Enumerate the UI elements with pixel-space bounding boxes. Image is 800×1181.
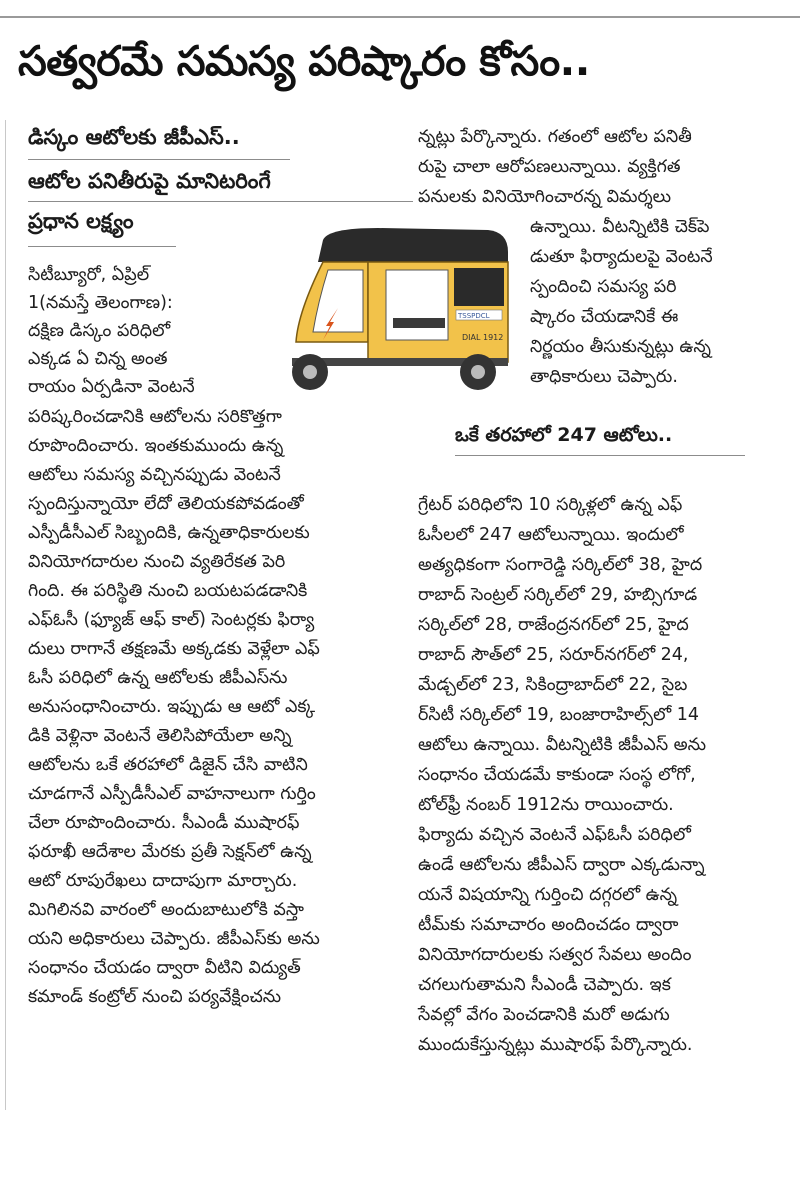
- right-line: ఉండే ఆటోలను జీపీఎస్ ద్వారా ఎక్కడున్నా: [418, 855, 705, 875]
- right-line: సేవల్లో వేగం పెంచడానికి మరో అడుగు: [418, 1005, 670, 1025]
- right-narrow-line: ఉన్నాయి. వీటన్నిటికి చెక్‌పె: [530, 217, 710, 237]
- top-rule: [0, 16, 800, 18]
- subhead-1-rule: [28, 159, 290, 160]
- left-line: పరిష్కరించడానికి ఆటోలను సరికొత్తగా: [28, 407, 282, 427]
- subhead-3: ప్రధాన లక్ష్యం: [28, 209, 134, 233]
- left-short-line: 1(నమస్తే తెలంగాణ):: [28, 293, 173, 313]
- right-narrow-line: ష్కారం చేయడానికే ఈ: [530, 307, 679, 327]
- right-line: ఆటోలు ఉన్నాయి. వీటన్నిటికి జీపీఎస్ అను: [418, 735, 707, 755]
- left-line: ఆటో రూపురేఖలు దాదాపుగా మార్చారు.: [28, 871, 298, 891]
- left-line: సంధానం చేయడం ద్వారా వీటిని విద్యుత్: [28, 958, 301, 978]
- left-line: గింది. ఈ పరిస్థితి నుంచి బయటపడడానికి: [28, 581, 308, 601]
- left-line: చూడగానే ఎస్పీడీసీఎల్ వాహనాలుగా గుర్తిం: [28, 784, 316, 804]
- left-line: డికి వెళ్లినా వెంటనే తెలిసిపోయేలా అన్ని: [28, 726, 292, 746]
- right-line: గ్రేటర్ పరిధిలోని 10 సర్కిళ్లలో ఉన్న ఎఫ్: [418, 495, 683, 515]
- left-line: యని అధికారులు చెప్పారు. జీపీఎస్‌కు అను: [28, 929, 320, 949]
- left-line: మిగిలినవి వారంలో అందుబాటులోకి వస్తా: [28, 900, 304, 920]
- left-line: ఓసీ పరిధిలో ఉన్న ఆటోలకు జీపీఎస్‌ను: [28, 668, 288, 688]
- right-line: యనే విషయాన్ని గుర్తించి దగ్గరలో ఉన్న: [418, 885, 678, 905]
- left-short-line: ఎక్కడ ఏ చిన్న అంత: [28, 349, 168, 369]
- auto-roof: [318, 228, 508, 262]
- left-line: స్పందిస్తున్నాయో లేదో తెలియకపోవడంతో: [28, 494, 304, 514]
- right-subhead-rule: [455, 455, 745, 456]
- left-line: ఆటోలను ఒకే తరహాలో డిజైన్ చేసి వాటిని: [28, 755, 308, 775]
- right-line: మేడ్చల్‌లో 23, సికింద్రాబాద్‌లో 22, సైబ: [418, 675, 688, 695]
- headline: సత్వరమే సమస్య పరిష్కారం కోసం..: [18, 37, 590, 85]
- subhead-3-rule: [28, 246, 176, 247]
- plate-top: TSSPDCL: [458, 312, 490, 320]
- left-line: కమాండ్ కంట్రోల్ నుంచి పర్యవేక్షించను: [28, 987, 282, 1007]
- right-line: వినియోగదారులకు సత్వర సేవలు అందిం: [418, 945, 692, 965]
- subhead-2-rule: [28, 201, 413, 202]
- left-line: అనుసంధానించారు. ఇప్పుడు ఆ ఆటో ఎక్క: [28, 697, 316, 717]
- right-line: చగలుగుతామని సీఎండీ చెప్పారు. ఇక: [418, 975, 671, 995]
- subhead-1: డిస్కం ఆటోలకు జీపీఎస్..: [28, 125, 240, 149]
- right-line: ముందుకేస్తున్నట్లు ముషారఫ్ పేర్కొన్నారు.: [418, 1035, 693, 1055]
- right-line: సర్కిల్‌లో 28, రాజేంద్రనగర్‌లో 25, హైద: [418, 615, 689, 635]
- right-narrow-line: నిర్ణయం తీసుకున్నట్లు ఉన్న: [530, 337, 711, 357]
- right-line: అత్యధికంగా సంగారెడ్డి సర్కిల్‌లో 38, హైద: [418, 555, 703, 575]
- right-top-line: పనులకు వినియోగించారన్న విమర్శలు: [418, 187, 672, 207]
- left-line: ఎస్పీడీసీఎల్ సిబ్బందికి, ఉన్నతాధికారులకు: [28, 523, 310, 543]
- right-line: సంధానం చేయడమే కాకుండా సంస్థ లోగో,: [418, 765, 696, 785]
- left-line: ఆటోలు సమస్య వచ్చినప్పుడు వెంటనే: [28, 465, 281, 485]
- auto-rickshaw-image: [268, 222, 518, 402]
- right-subhead: ఒకే తరహాలో 247 ఆటోలు..: [455, 424, 673, 446]
- right-line: ర్‌సిటీ సర్కిల్‌లో 19, బంజారాహిల్స్‌లో 14: [418, 705, 699, 725]
- right-narrow-line: తాధికారులు చెప్పారు.: [530, 367, 678, 387]
- left-short-line: రాయం ఏర్పడినా వెంటనే: [28, 377, 195, 397]
- right-line: ఓసీలలో 247 ఆటోలున్నాయి. ఇందులో: [418, 525, 684, 545]
- right-narrow-line: స్పందించి సమస్య పరి: [530, 277, 677, 297]
- left-line: వినియోగదారుల నుంచి వ్యతిరేకత పెరి: [28, 552, 286, 572]
- left-line: ఫరూఖీ ఆదేశాల మేరకు ప్రతీ సెక్షన్‌లో ఉన్న: [28, 842, 312, 862]
- left-line: చేలా రూపొందించారు. సీఎండీ ముషారఫ్: [28, 813, 300, 833]
- left-line: దులు రాగానే తక్షణమే అక్కడకు వెళ్లేలా ఎఫ్: [28, 639, 320, 659]
- left-line: ఎఫ్ఓసీ (ఫ్యూజ్ ఆఫ్ కాల్) సెంటర్లకు ఫిర్యా: [28, 610, 315, 630]
- right-line: టోల్‌ఫ్రీ నంబర్ 1912ను రాయించారు.: [418, 795, 674, 815]
- right-top-line: న్నట్లు పేర్కొన్నారు. గతంలో ఆటోల పనితీ: [418, 127, 692, 147]
- left-short-line: సిటీబ్యూరో, ఏప్రిల్: [28, 265, 150, 285]
- plate-bottom: DIAL 1912: [462, 333, 504, 342]
- right-line: రాబాద్ సౌత్‌లో 25, సరూర్‌నగర్‌లో 24,: [418, 645, 689, 665]
- right-line: ఫిర్యాదు వచ్చిన వెంటనే ఎఫ్ఓసీ పరిధిలో: [418, 825, 691, 845]
- left-margin-rule: [5, 120, 6, 1110]
- right-line: టీమ్‌కు సమాచారం అందించడం ద్వారా: [418, 915, 679, 935]
- right-line: రాబాద్ సెంట్రల్ సర్కిల్‌లో 29, హబ్సిగూడ: [418, 585, 698, 605]
- subhead-2: ఆటోల పనితీరుపై మానిటరింగే: [28, 169, 271, 193]
- right-narrow-line: డుతూ ఫిర్యాదులపై వెంటనే: [530, 247, 713, 267]
- right-top-line: రుపై చాలా ఆరోపణలున్నాయి. వ్యక్తిగత: [418, 157, 681, 177]
- left-short-line: దక్షిణ డిస్కం పరిధిలో: [28, 321, 171, 341]
- left-line: రూపొందించారు. ఇంతకుముందు ఉన్న: [28, 436, 284, 456]
